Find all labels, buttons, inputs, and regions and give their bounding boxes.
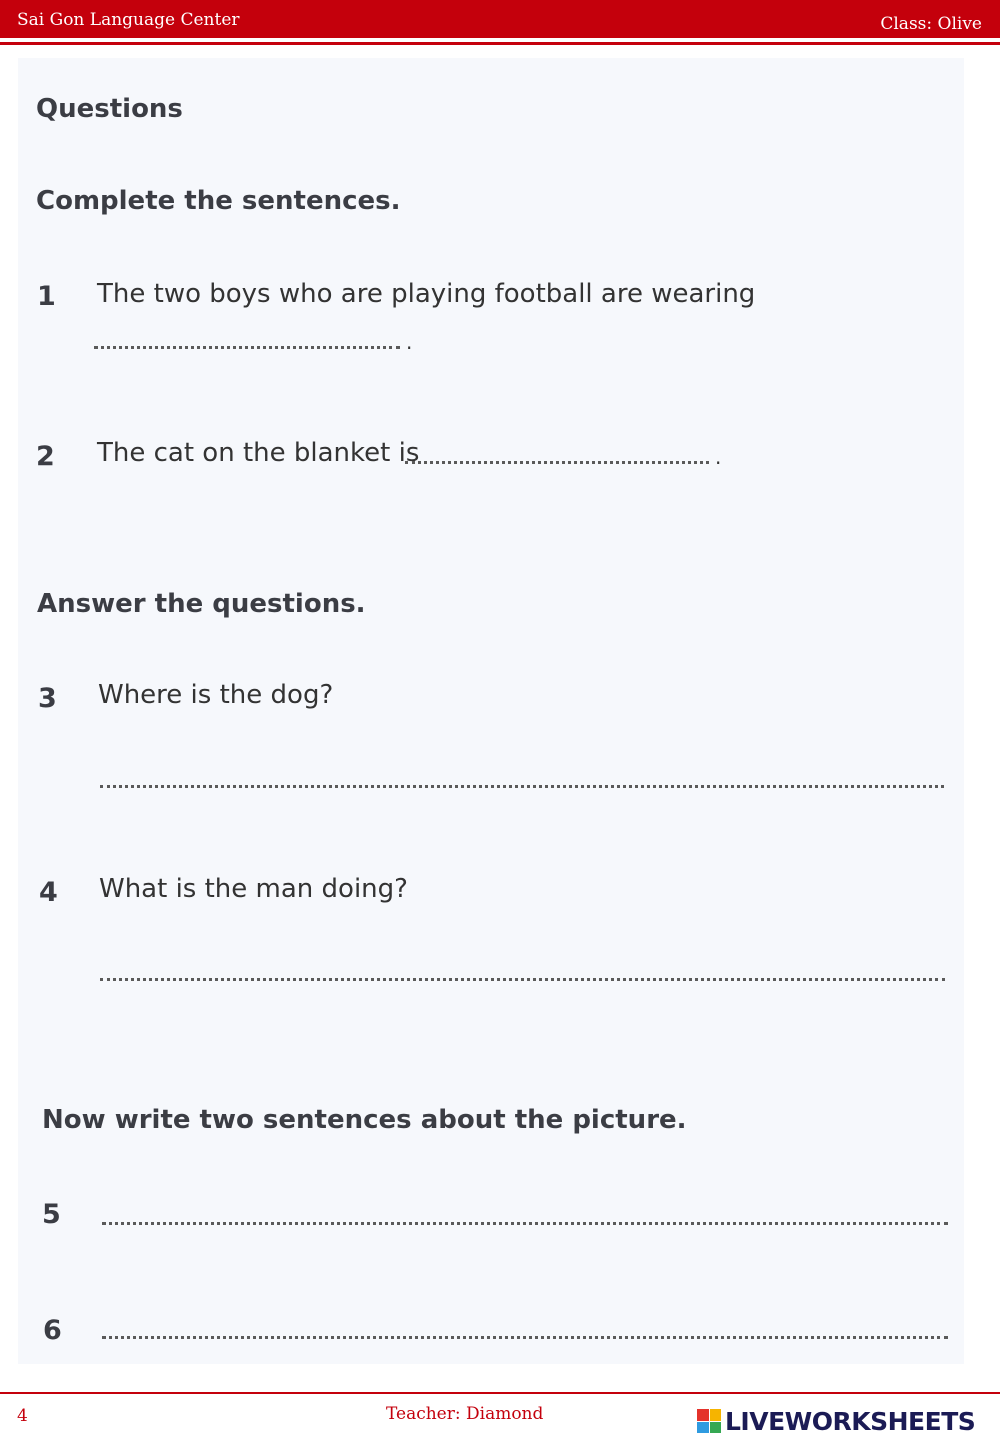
question-2-text: The cat on the blanket is	[97, 438, 420, 468]
question-number: 5	[42, 1199, 61, 1230]
question-number: 1	[37, 281, 56, 312]
section-heading-complete: Complete the sentences.	[36, 186, 401, 216]
liveworksheets-brand[interactable]	[697, 1404, 975, 1438]
answer-blank-3[interactable]	[100, 785, 944, 788]
period-mark: .	[715, 445, 722, 469]
question-1-text: The two boys who are playing football are wearing	[97, 279, 756, 309]
answer-blank-5[interactable]	[102, 1222, 948, 1225]
liveworksheets-logo-icon	[697, 1409, 721, 1433]
period-mark: .	[406, 330, 413, 354]
question-number: 3	[38, 683, 57, 714]
section-heading-answer: Answer the questions.	[37, 589, 366, 619]
page-number: 4	[17, 1406, 28, 1426]
question-number: 2	[36, 441, 55, 472]
footer-rule	[0, 1392, 1000, 1394]
answer-blank-4[interactable]	[100, 978, 945, 981]
answer-blank-2[interactable]	[405, 461, 709, 464]
question-3-text: Where is the dog?	[98, 680, 334, 710]
header-rule	[0, 42, 1000, 45]
question-number: 4	[39, 877, 58, 908]
center-name: Sai Gon Language Center	[17, 10, 240, 30]
question-4-text: What is the man doing?	[99, 874, 408, 904]
teacher-label: Teacher: Diamond	[386, 1404, 544, 1424]
question-number: 6	[43, 1315, 62, 1346]
answer-blank-1[interactable]	[94, 346, 400, 349]
worksheet-scan	[18, 58, 964, 1364]
section-heading-write: Now write two sentences about the picture.	[42, 1105, 687, 1135]
brand-name: LIVEWORKSHEETS	[725, 1406, 976, 1436]
worksheet-title: Questions	[36, 94, 183, 124]
answer-blank-6[interactable]	[102, 1336, 948, 1339]
class-label: Class: Olive	[880, 14, 982, 34]
